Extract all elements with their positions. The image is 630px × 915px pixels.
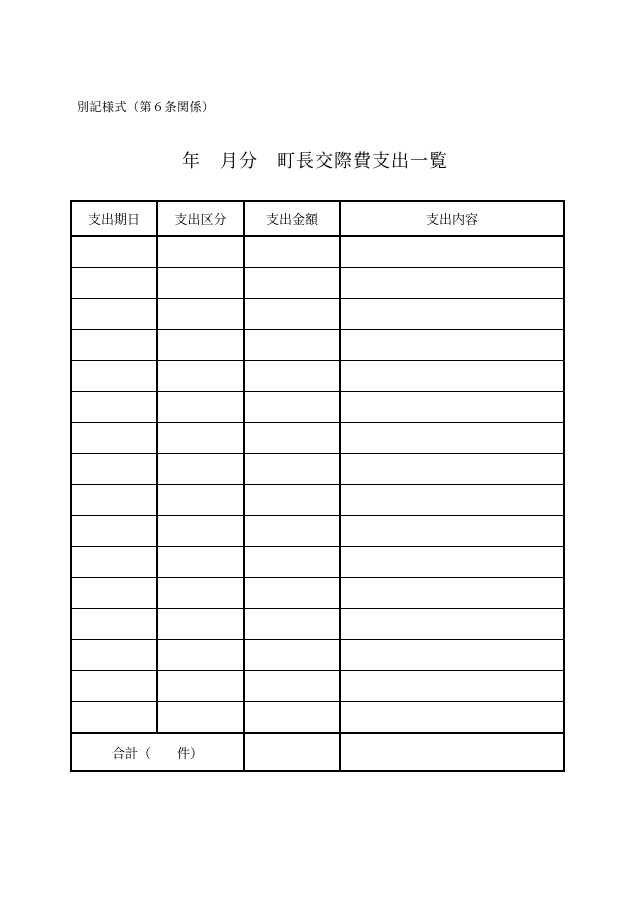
header-date: 支出期日: [71, 201, 157, 236]
cell-amount[interactable]: [244, 640, 340, 671]
cell-date[interactable]: [71, 423, 157, 454]
cell-amount[interactable]: [244, 268, 340, 299]
cell-content[interactable]: [340, 702, 564, 734]
cell-date[interactable]: [71, 454, 157, 485]
table-footer-row: [71, 733, 564, 771]
cell-category[interactable]: [157, 485, 244, 516]
cell-date[interactable]: [71, 671, 157, 702]
cell-category[interactable]: [157, 547, 244, 578]
cell-content[interactable]: [340, 361, 564, 392]
header-category: 支出区分: [157, 201, 244, 236]
table-row: [71, 423, 564, 454]
cell-category[interactable]: [157, 268, 244, 299]
cell-content[interactable]: [340, 454, 564, 485]
cell-category[interactable]: [157, 671, 244, 702]
header-amount: 支出金額: [244, 201, 340, 236]
table-row: [71, 640, 564, 671]
table-row: [71, 268, 564, 299]
cell-category[interactable]: [157, 516, 244, 547]
cell-content[interactable]: [340, 671, 564, 702]
cell-amount[interactable]: [244, 609, 340, 640]
cell-category[interactable]: [157, 423, 244, 454]
cell-date[interactable]: [71, 609, 157, 640]
table-row: [71, 578, 564, 609]
header-content: 支出内容: [340, 201, 564, 236]
table-body: [71, 236, 564, 733]
cell-amount[interactable]: [244, 671, 340, 702]
table-header-row: [71, 201, 564, 236]
cell-category[interactable]: [157, 454, 244, 485]
cell-amount[interactable]: [244, 578, 340, 609]
cell-content[interactable]: [340, 423, 564, 454]
cell-category[interactable]: [157, 236, 244, 268]
cell-content[interactable]: [340, 330, 564, 361]
cell-date[interactable]: [71, 361, 157, 392]
cell-amount[interactable]: [244, 702, 340, 734]
table-row: [71, 702, 564, 734]
table-row: [71, 330, 564, 361]
cell-amount[interactable]: [244, 423, 340, 454]
cell-category[interactable]: [157, 640, 244, 671]
cell-content[interactable]: [340, 609, 564, 640]
table-row: [71, 516, 564, 547]
cell-date[interactable]: [71, 516, 157, 547]
cell-content[interactable]: [340, 547, 564, 578]
cell-content[interactable]: [340, 640, 564, 671]
cell-amount[interactable]: [244, 361, 340, 392]
table-row: [71, 299, 564, 330]
cell-content[interactable]: [340, 299, 564, 330]
cell-date[interactable]: [71, 392, 157, 423]
cell-date[interactable]: [71, 485, 157, 516]
table-row: [71, 547, 564, 578]
table-row: [71, 236, 564, 268]
cell-category[interactable]: [157, 392, 244, 423]
cell-date[interactable]: [71, 547, 157, 578]
total-count-label: 合計（ 件）: [71, 733, 244, 771]
cell-amount[interactable]: [244, 299, 340, 330]
total-amount-cell[interactable]: [244, 733, 340, 771]
cell-content[interactable]: [340, 516, 564, 547]
expense-table: [70, 200, 565, 772]
cell-content[interactable]: [340, 392, 564, 423]
cell-date[interactable]: [71, 578, 157, 609]
table-row: [71, 392, 564, 423]
cell-amount[interactable]: [244, 236, 340, 268]
cell-amount[interactable]: [244, 516, 340, 547]
cell-category[interactable]: [157, 609, 244, 640]
table-row: [71, 485, 564, 516]
cell-category[interactable]: [157, 330, 244, 361]
document-title: 年 月分 町長交際費支出一覧: [182, 151, 448, 172]
cell-content[interactable]: [340, 485, 564, 516]
cell-amount[interactable]: [244, 454, 340, 485]
cell-content[interactable]: [340, 268, 564, 299]
cell-category[interactable]: [157, 578, 244, 609]
cell-category[interactable]: [157, 299, 244, 330]
table-row: [71, 609, 564, 640]
form-reference: 別記様式（第６条関係）: [77, 100, 215, 114]
cell-amount[interactable]: [244, 392, 340, 423]
cell-content[interactable]: [340, 578, 564, 609]
table-row: [71, 454, 564, 485]
cell-date[interactable]: [71, 330, 157, 361]
cell-date[interactable]: [71, 702, 157, 734]
cell-content[interactable]: [340, 236, 564, 268]
cell-date[interactable]: [71, 640, 157, 671]
cell-date[interactable]: [71, 268, 157, 299]
cell-date[interactable]: [71, 299, 157, 330]
table-row: [71, 671, 564, 702]
cell-amount[interactable]: [244, 547, 340, 578]
table-row: [71, 361, 564, 392]
total-content-cell[interactable]: [340, 733, 564, 771]
cell-date[interactable]: [71, 236, 157, 268]
cell-amount[interactable]: [244, 330, 340, 361]
cell-category[interactable]: [157, 361, 244, 392]
cell-category[interactable]: [157, 702, 244, 734]
cell-amount[interactable]: [244, 485, 340, 516]
